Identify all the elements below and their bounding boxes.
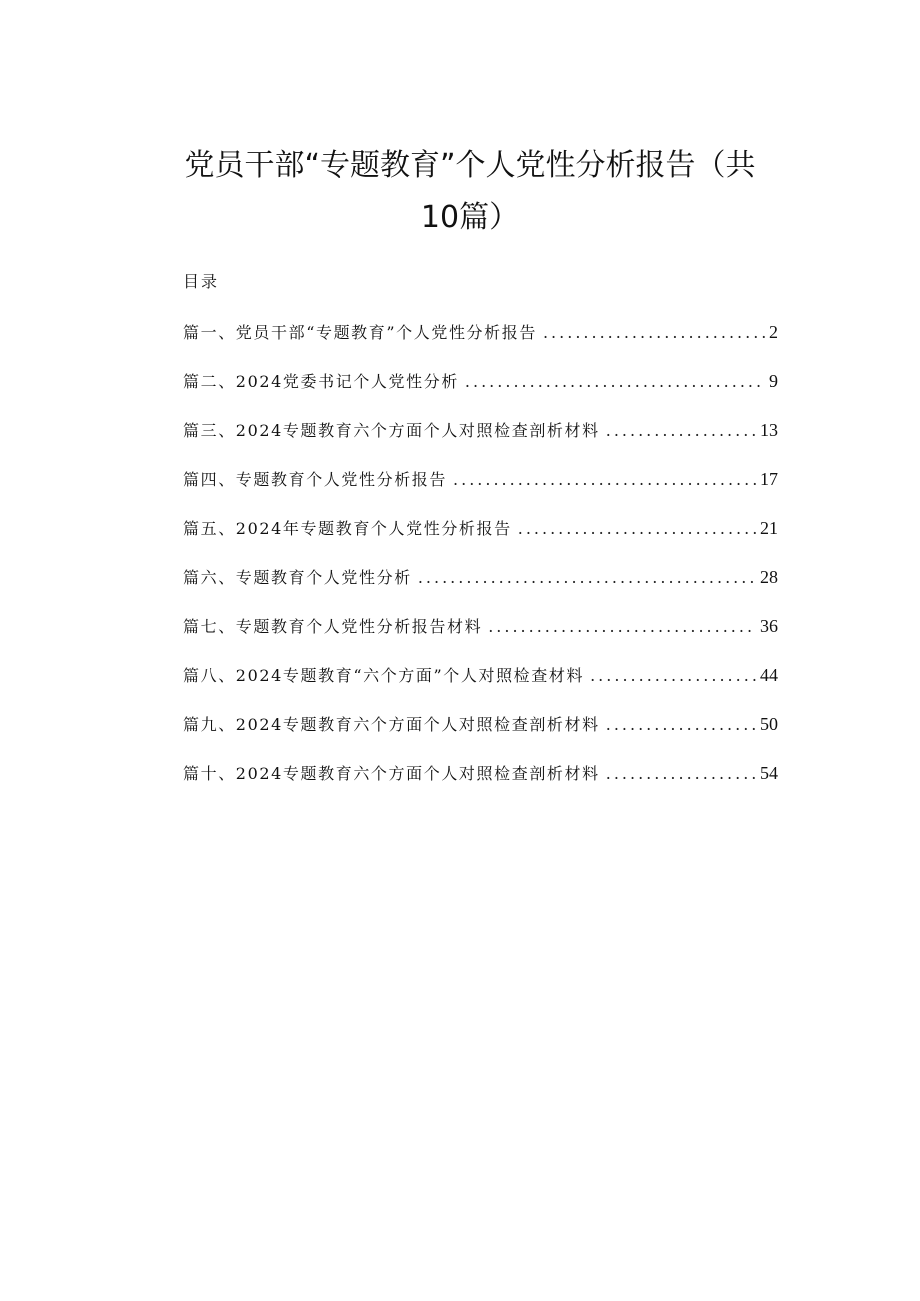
document-title bbox=[120, 140, 820, 244]
toc-entry-page: 21 bbox=[760, 518, 778, 538]
toc-entry-label: 篇六、专题教育个人党性分析 bbox=[183, 568, 412, 587]
toc-heading: 目录 bbox=[183, 272, 220, 291]
document-title-line2: 10篇） bbox=[420, 200, 520, 235]
toc-dot-leader bbox=[606, 713, 756, 737]
toc-entry-page: 50 bbox=[760, 714, 778, 734]
toc-entry[interactable] bbox=[183, 761, 778, 810]
toc-entry[interactable] bbox=[183, 320, 778, 369]
toc-entry-page: 36 bbox=[760, 616, 778, 636]
toc-dot-leader bbox=[606, 419, 756, 443]
toc-entry-label: 篇二、2024党委书记个人党性分析 bbox=[183, 372, 459, 391]
toc-entry[interactable] bbox=[183, 663, 778, 712]
toc-dot-leader bbox=[543, 321, 765, 345]
toc-dot-leader bbox=[465, 370, 765, 394]
toc-entry-label: 篇一、党员干部“专题教育”个人党性分析报告 bbox=[183, 323, 537, 342]
toc-entry-label: 篇八、2024专题教育“六个方面”个人对照检查材料 bbox=[183, 666, 585, 685]
toc-entry[interactable] bbox=[183, 712, 778, 761]
toc-entry[interactable] bbox=[183, 369, 778, 418]
toc-entry-page: 54 bbox=[760, 763, 778, 783]
toc-entry-page: 17 bbox=[760, 469, 778, 489]
toc-entry-page: 9 bbox=[769, 371, 778, 391]
toc-entry[interactable] bbox=[183, 418, 778, 467]
toc-entry-page: 28 bbox=[760, 567, 778, 587]
toc-entry-page: 13 bbox=[760, 420, 778, 440]
toc-dot-leader bbox=[488, 615, 756, 639]
toc-entry-label: 篇四、专题教育个人党性分析报告 bbox=[183, 470, 448, 489]
toc-dot-leader bbox=[590, 664, 756, 688]
toc-entry-label: 篇七、专题教育个人党性分析报告材料 bbox=[183, 617, 483, 636]
toc-entry-page: 2 bbox=[769, 322, 778, 342]
table-of-contents bbox=[183, 320, 778, 810]
toc-dot-leader bbox=[606, 762, 756, 786]
toc-entry-label: 篇五、2024年专题教育个人党性分析报告 bbox=[183, 519, 512, 538]
toc-entry-page: 44 bbox=[760, 665, 778, 685]
toc-entry-label: 篇三、2024专题教育六个方面个人对照检查剖析材料 bbox=[183, 421, 600, 440]
toc-entry[interactable] bbox=[183, 614, 778, 663]
toc-dot-leader bbox=[453, 468, 756, 492]
toc-dot-leader bbox=[518, 517, 756, 541]
document-title-line1: 党员干部“专题教育”个人党性分析报告（共 bbox=[184, 148, 756, 183]
toc-entry[interactable] bbox=[183, 565, 778, 614]
toc-entry-label: 篇十、2024专题教育六个方面个人对照检查剖析材料 bbox=[183, 764, 600, 783]
toc-entry-label: 篇九、2024专题教育六个方面个人对照检查剖析材料 bbox=[183, 715, 600, 734]
toc-entry[interactable] bbox=[183, 516, 778, 565]
toc-entry[interactable] bbox=[183, 467, 778, 516]
toc-dot-leader bbox=[418, 566, 756, 590]
